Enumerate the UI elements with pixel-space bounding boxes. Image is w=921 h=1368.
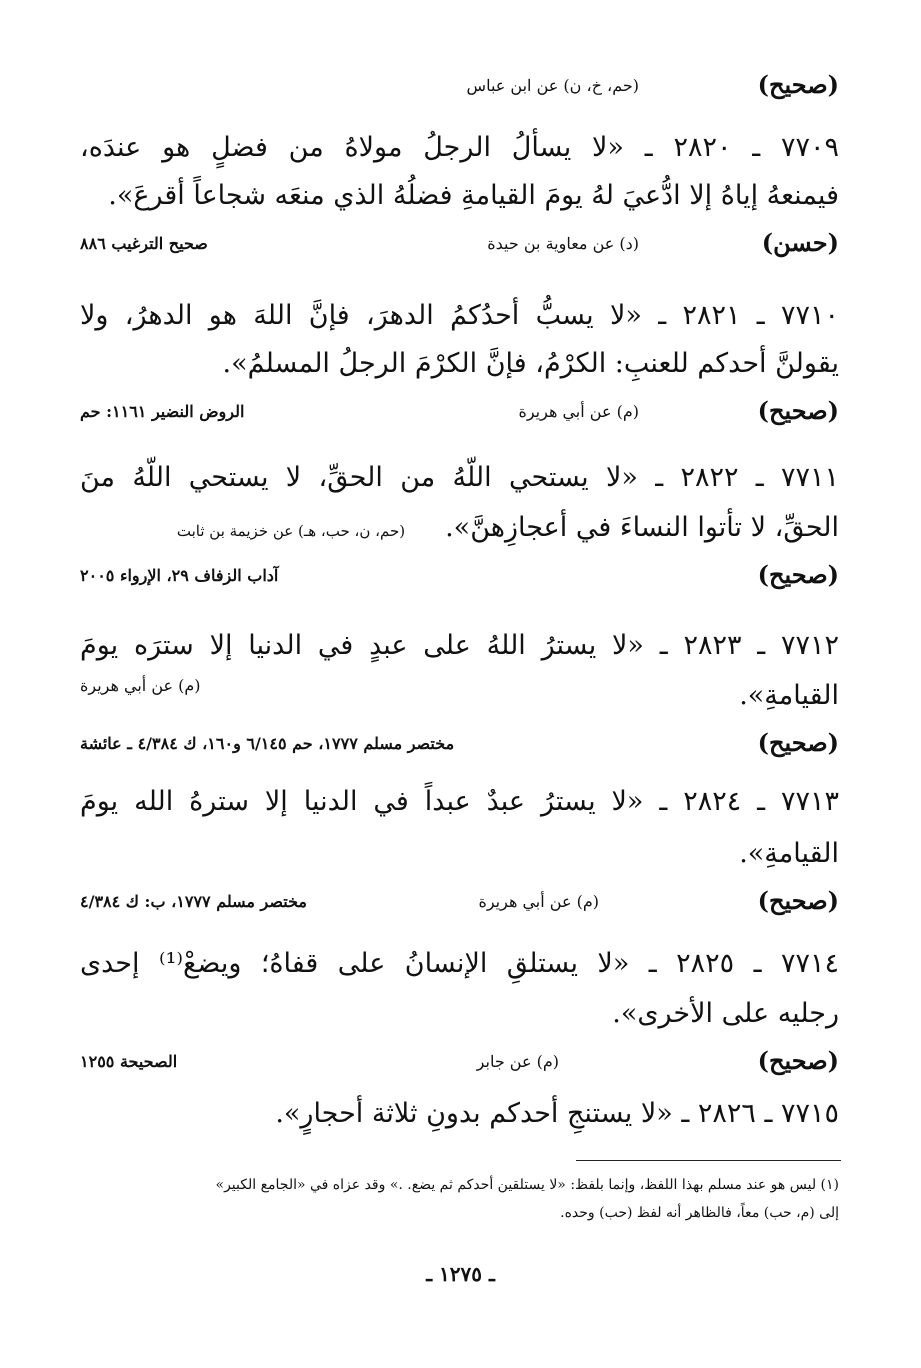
hadith-7709-line-2: فيمنعهُ إياهُ إلا ادُّعيَ لهُ يومَ القيامةِ فضلُهُ الذي منعَه شجاعاً أقرعَ». (108, 180, 839, 211)
hadith-7710-line-2: يقولنَّ أحدكم للعنبِ: الكرْمُ، فإنَّ الكرْمَ الرجلُ المسلمُ». (222, 348, 839, 379)
hadith-7711-line-1: ٧٧١١ ـ ٢٨٢٢ ـ «لا يستحي اللّهُ من الحقِّ، لا يستحي اللّهُ منَ (80, 462, 840, 493)
narrator-source: (حم، خ، ن) عن ابن عباس (466, 76, 639, 95)
reference: آداب الزفاف ٢٩، الإرواء ٢٠٠٥ (80, 566, 279, 585)
narrator-source: (حم، ن، حب، هـ) عن خزيمة بن ثابت (176, 522, 406, 540)
grade-label: (صحيح) (757, 728, 839, 757)
grade-label: (صحيح) (757, 886, 839, 915)
hadith-7712-line-1: ٧٧١٢ ـ ٢٨٢٣ ـ «لا يسترُ اللهُ على عبدٍ في الدنيا إلا سترَه يومَ (80, 630, 840, 661)
hadith-meta-7713 (80, 886, 839, 920)
narrator-source: (م) عن جابر (476, 1052, 559, 1071)
grade-label: (حسن) (761, 228, 839, 257)
hadith-7710-line-1: ٧٧١٠ ـ ٢٨٢١ ـ «لا يسبُّ أحدُكمُ الدهرَ، فإنَّ اللهَ هو الدهرُ، ولا (80, 300, 839, 331)
reference: مختصر مسلم ١٧٧٧، ب: ك ٤/٣٨٤ (80, 892, 307, 911)
grade-label: (صحيح) (757, 1046, 839, 1075)
narrator-source: (د) عن معاوية بن حيدة (487, 234, 639, 253)
hadith-7711-line-2-text: الحقِّ، لا تأتوا النساءَ في أعجازِهنَّ». (445, 512, 839, 543)
narrator-source: (م) عن أبي هريرة (80, 676, 201, 695)
hadith-meta-7711 (80, 560, 839, 594)
grade-label: (صحيح) (757, 560, 839, 589)
reference: مختصر مسلم ١٧٧٧، حم ٦/١٤٥ و١٦٠، ك ٤/٣٨٤ ـ عائشة (80, 734, 455, 753)
grade-label: (صحيح) (757, 70, 839, 99)
hadith-meta-7710 (80, 396, 839, 430)
hadith-meta-7709 (80, 228, 839, 262)
page-number: ـ ١٢٧٥ ـ (426, 1262, 495, 1286)
hadith-7711-line-2 (80, 508, 839, 551)
reference: صحيح الترغيب ٨٨٦ (80, 234, 208, 253)
hadith-meta-7712 (80, 728, 839, 762)
narrator-source: (م) عن أبي هريرة (518, 402, 639, 421)
hadith-7709-line-1: ٧٧٠٩ ـ ٢٨٢٠ ـ «لا يسألُ الرجلُ مولاهُ من فضلٍ هو عندَه، (80, 132, 839, 163)
reference: الصحيحة ١٢٥٥ (80, 1052, 178, 1071)
footnote-separator (576, 1160, 841, 1161)
hadith-7714-line-2: رجليه على الأخرى». (612, 998, 839, 1029)
footnote-line-1: (١) ليس هو عند مسلم بهذا اللفظ، وإنما بلفظ: «لا يستلقين أحدكم ثم يضع. .» وقد عزاه في «الجامع الكبير» (215, 1177, 839, 1193)
narrator-source: (م) عن أبي هريرة (478, 892, 599, 911)
hadith-7712-line-2-text: القيامةِ». (739, 680, 839, 711)
hadith-meta-7708 (80, 70, 839, 104)
hadith-7713-line-1: ٧٧١٣ ـ ٢٨٢٤ ـ «لا يسترُ عبدٌ عبداً في الدنيا إلا سترهُ الله يومَ (80, 786, 840, 817)
hadith-7713-line-2: القيامةِ». (739, 838, 839, 869)
hadith-7714-line-1: ٧٧١٤ ـ ٢٨٢٥ ـ «لا يستلقِ الإنسانُ على قفاهُ؛ ويضعْ⁽¹⁾ إحدى (80, 948, 839, 979)
hadith-7715-line-1: ٧٧١٥ ـ ٢٨٢٦ ـ «لا يستنجِ أحدكم بدونِ ثلاثة أحجارٍ». (275, 1098, 839, 1129)
hadith-meta-7714 (80, 1046, 839, 1080)
reference: الروض النضير ١١٦١: حم (80, 402, 245, 421)
footnote-line-2: إلى (م، حب) معاً، فالظاهر أنه لفظ (حب) وحده. (560, 1205, 839, 1221)
hadith-7712-inline-source (80, 676, 839, 700)
grade-label: (صحيح) (757, 396, 839, 425)
